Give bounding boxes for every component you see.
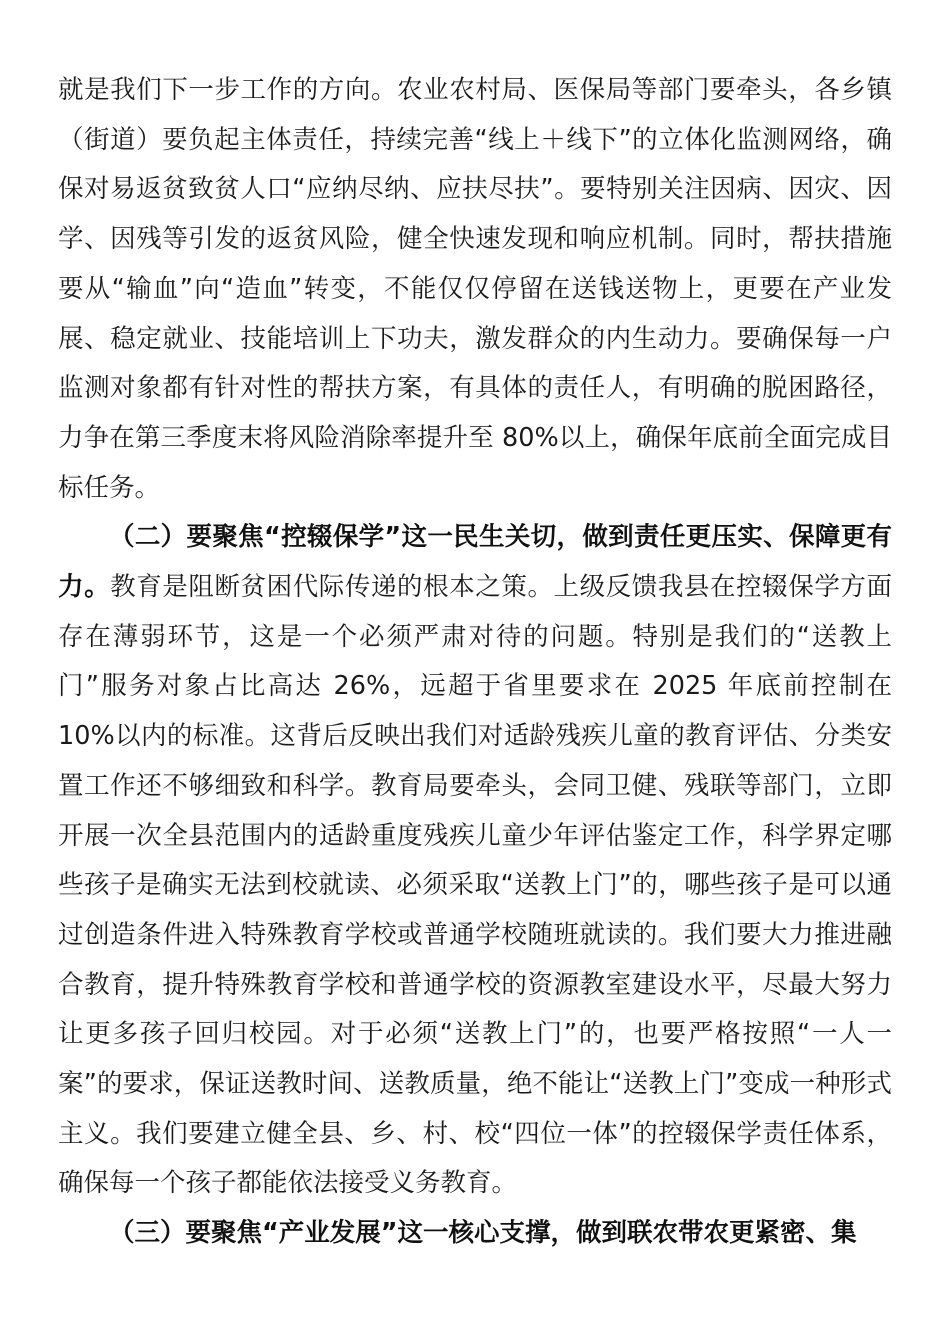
paragraph-monitoring-text: 就是我们下一步工作的方向。农业农村局、医保局等部门要牵头，各乡镇（街道）要负起主体责任，持续完善“线上＋线下”的立体化监测网络，确保对易返贫致贫人口“应纳尽纳、应扶尽扶”。要特别关注因病、因灾、因学、因残等引发的返贫风险，健全快速发现和响应机制。同时，帮扶措施要从“输血”向“造血”转变，不能仅仅停留在送钱送物上，更要在产业发展、稳定就业、技能培训上下功夫，激发群众的内生动力。要确保每一户监测对象都有针对性的帮扶方案，有具体的责任人，有明确的脱困路径，力争在第三季度末将风险消除率提升至 80%以上，确保年底前全面完成目标任务。	[58, 75, 892, 503]
section-2-heading: （二）要聚焦“控辍保学”这一民生关切，做到责任更压实、保障更有力。	[58, 522, 892, 603]
section-2-body: 教育是阻断贫困代际传递的根本之策。上级反馈我县在控辍保学方面存在薄弱环节，这是一个必须严肃对待的问题。特别是我们的“送教上门”服务对象占比高达 26%，远超于省里要求在 2025 年底前控制在 10%以内的标准。这背后反映出我们对适龄残疾儿童的教育评估、分类安置工作还不够细致和科学。教育局要牵头，会同卫健、残联等部门，立即开展一次全县范围内的适龄重度残疾儿童少年评估鉴定工作，科学界定哪些孩子是确实无法到校就读、必须采取“送教上门”的，哪些孩子是可以通过创造条件进入特殊教育学校或普通学校随班就读的。我们要大力推进融合教育，提升特殊教育学校和普通学校的资源教室建设水平，尽最大努力让更多孩子回归校园。对于必须“送教上门”的，也要严格按照“一人一案”的要求，保证送教时间、送教质量，绝不能让“送教上门”变成一种形式主义。我们要建立健全县、乡、村、校“四位一体”的控辍保学责任体系，确保每一个孩子都能依法接受义务教育。	[58, 572, 892, 1199]
document-body	[58, 66, 892, 1259]
paragraph-education	[58, 513, 892, 1209]
paragraph-industry	[58, 1209, 892, 1259]
paragraph-monitoring	[58, 66, 892, 513]
section-3-heading: （三）要聚焦“产业发展”这一核心支撑，做到联农带农更紧密、集	[109, 1218, 857, 1249]
